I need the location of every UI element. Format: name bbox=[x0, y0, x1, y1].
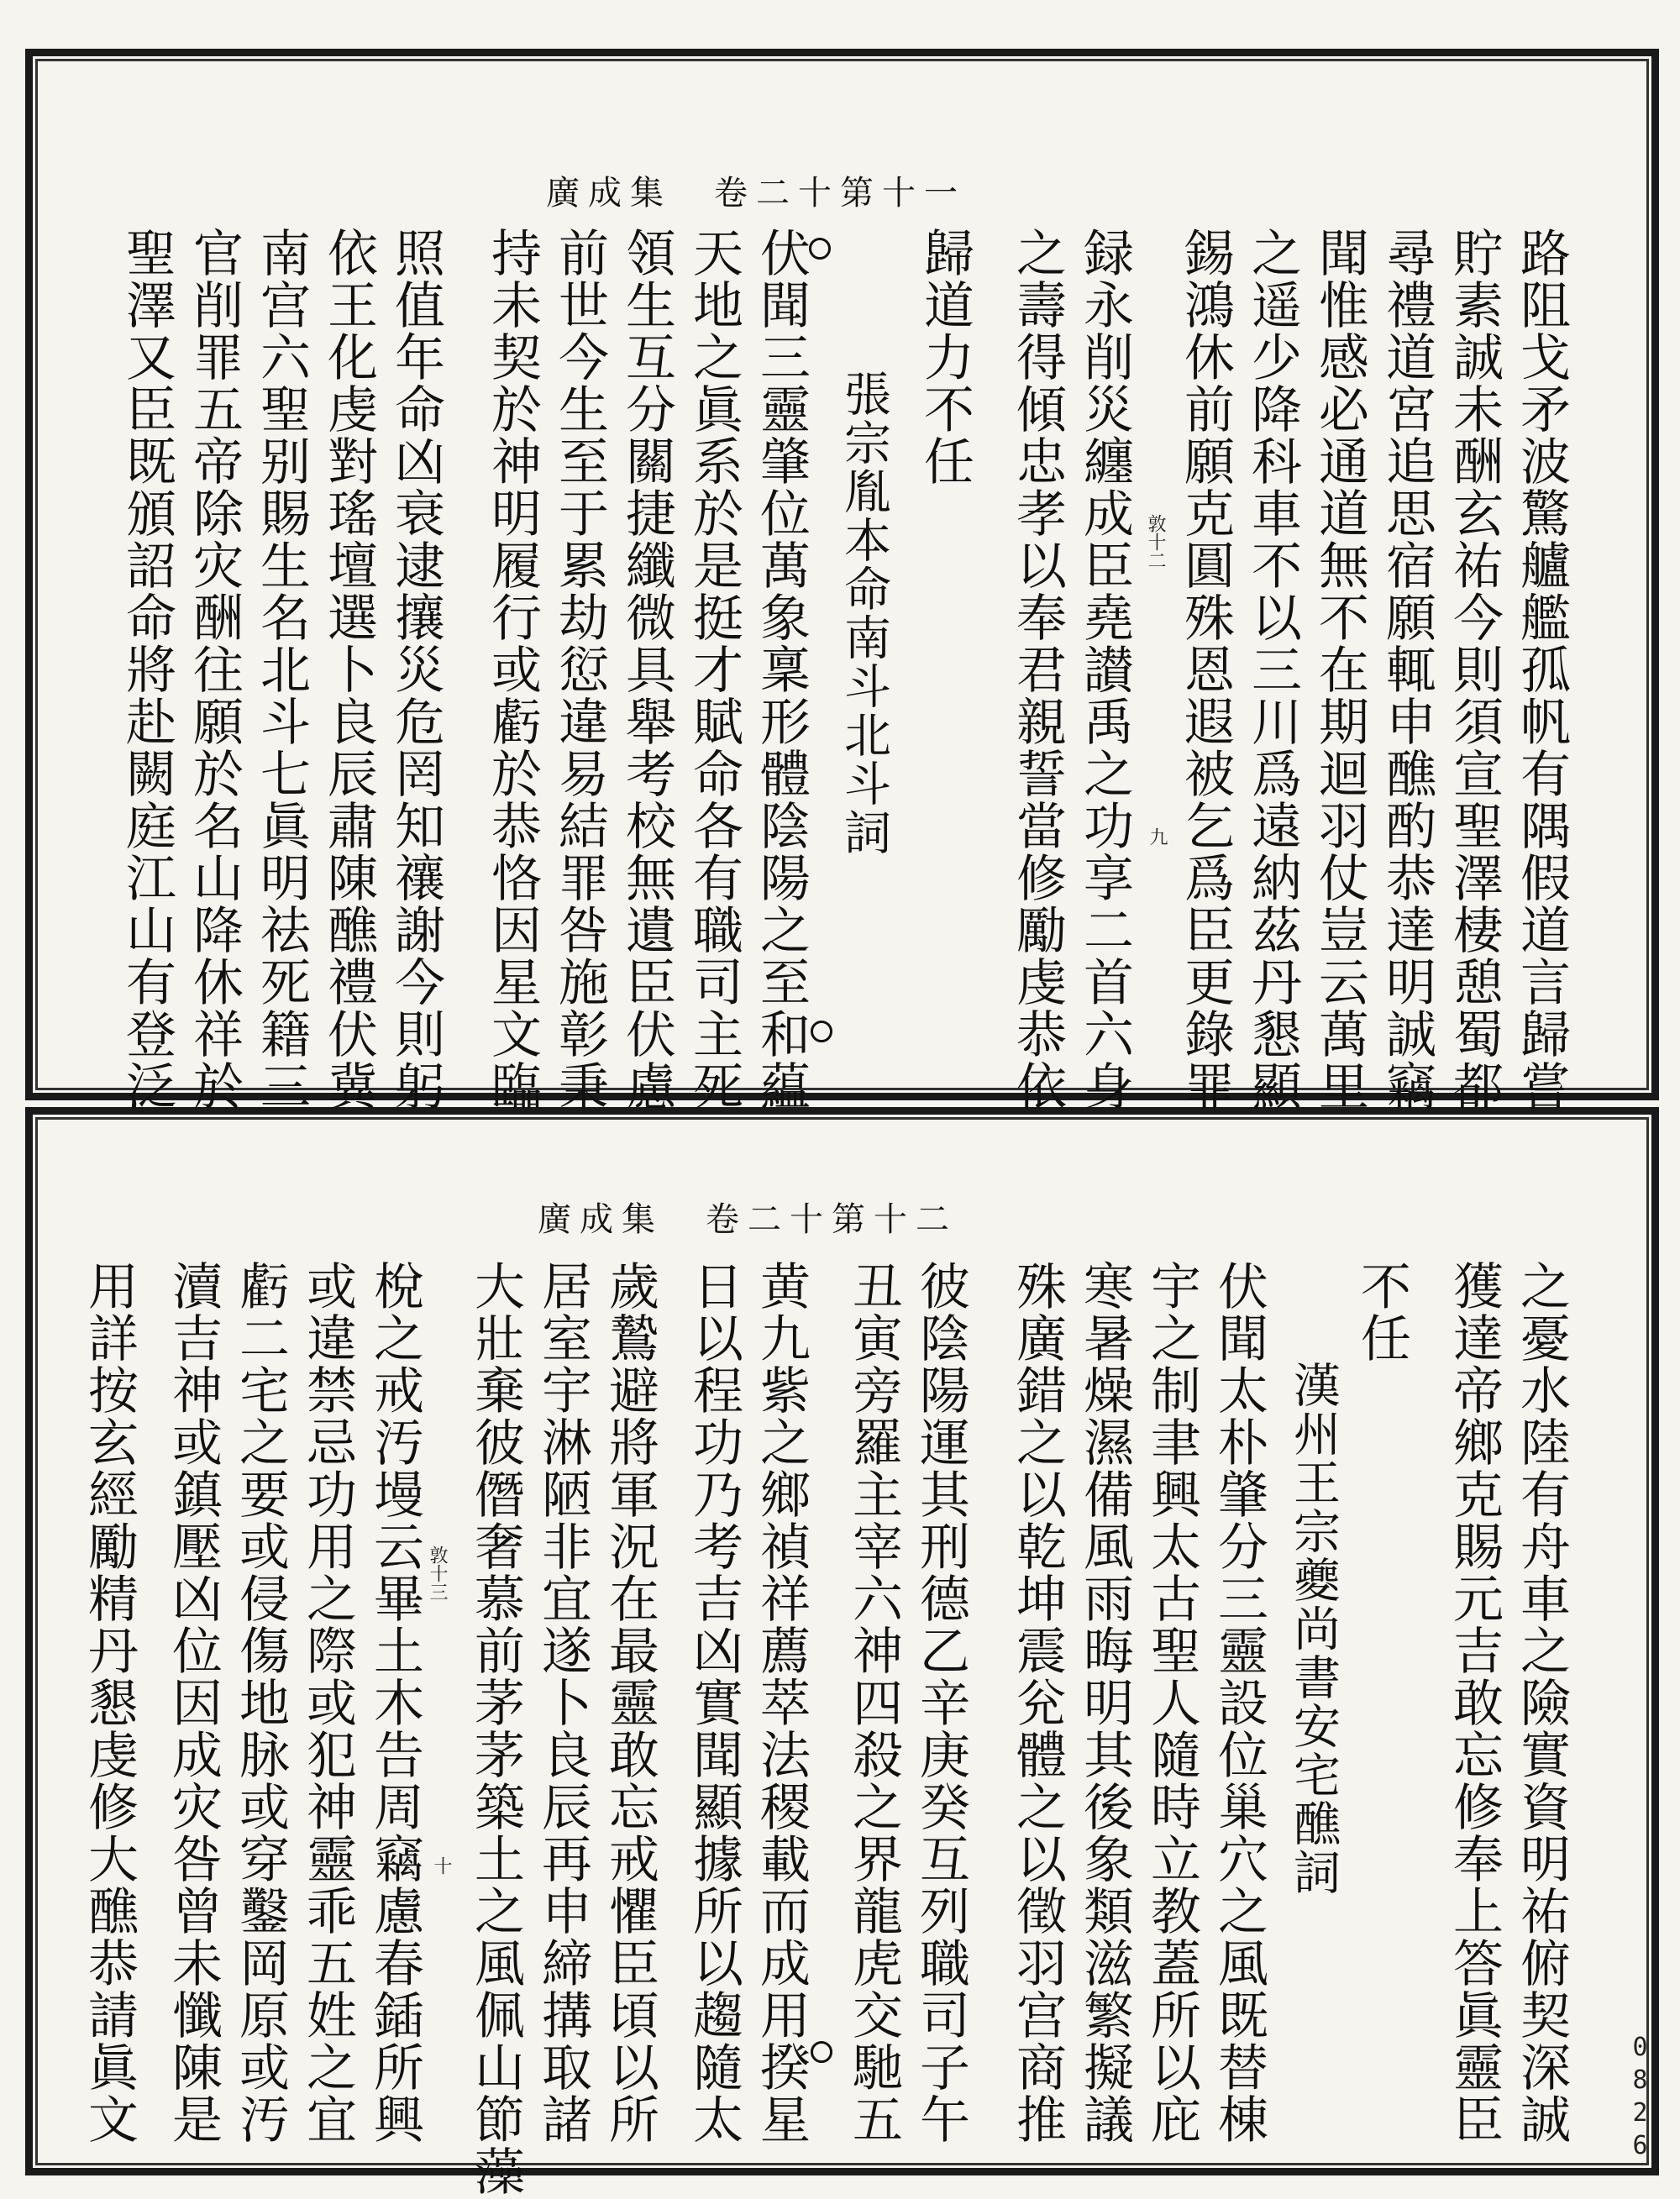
top-text-column: 南宫六聖别賜生名北斗七眞明祛死籍三 bbox=[252, 227, 311, 1112]
bottom-text-column: 伏聞太朴肇分三靈設位巢穴之風既替棟 bbox=[1210, 1260, 1268, 2145]
top-text-column: 貯素誠未酬玄祐今則須宣聖澤棲憩蜀都 bbox=[1445, 227, 1504, 1112]
bottom-text-column: 彼陰陽運其刑德乙辛庚癸互列職司子午 bbox=[911, 1260, 970, 2145]
bottom-paragraph-circle bbox=[811, 2041, 832, 2063]
bottom-text-column: 居室宇淋陋非宜遂卜良辰再申締搆取諸 bbox=[533, 1260, 592, 2145]
top-text-column: 照值年命凶衰逮攘災危罔知禳謝今則躬 bbox=[386, 227, 445, 1112]
top-text-column: 尋禮道宮追思宿願輒申醮酌恭達明誠竊 bbox=[1378, 227, 1436, 1112]
top-text-column: 聖澤又臣既頒詔命將赴闕庭江山有登泛 bbox=[118, 227, 176, 1112]
top-text-column: 錫鴻休前願克圓殊恩遐被乞爲臣更錄罪 bbox=[1176, 227, 1235, 1112]
bottom-text-column: 殊廣錯之以乾坤震兊體之以徵羽宫商推 bbox=[1008, 1260, 1067, 2145]
top-margin-mark: 九 bbox=[1147, 827, 1168, 846]
bottom-text-column: 宇之制聿興太古聖人隨時立教蓋所以庇 bbox=[1142, 1260, 1201, 2145]
top-paragraph-circle bbox=[809, 238, 831, 260]
bottom-margin-mark: 十 bbox=[431, 1856, 452, 1875]
bottom-margin-mark: 敦十三 bbox=[427, 1546, 448, 1601]
bottom-text-column: 寒暑燥濕備風雨晦明其後象類滋繁擬議 bbox=[1075, 1260, 1134, 2145]
bottom-text-column: 不任 bbox=[1352, 1260, 1411, 1364]
top-text-column: 聞惟感必通道無不在期迴羽仗豈云萬里 bbox=[1310, 227, 1369, 1112]
top-text-column: 歸道力不任 bbox=[916, 227, 974, 487]
top-text-column: 官削罪五帝除灾酬往願於名山降休祥於 bbox=[185, 227, 244, 1112]
bottom-text-column: 丑寅旁羅主宰六神四殺之界龍虎交馳五 bbox=[844, 1260, 903, 2145]
page-number: 0826 bbox=[1625, 2033, 1655, 2164]
bottom-text-column: 瀆吉神或鎮壓凶位因成灾咎曾未懺陳是 bbox=[164, 1260, 223, 2145]
top-margin-mark: 敦十二 bbox=[1145, 514, 1166, 569]
bottom-text-column: 虧二宅之要或侵傷地脉或穿鑿岡原或汚 bbox=[231, 1260, 290, 2145]
top-text-column: 路阻戈矛波驚艫艦孤帆有隅假道言歸嘗 bbox=[1512, 227, 1571, 1112]
top-text-column: 之遥少降科車不以三川爲遠納茲丹懇顯 bbox=[1243, 227, 1302, 1112]
bottom-running-header: 廣成集 卷二十第十二 bbox=[538, 1200, 958, 1239]
bottom-text-column: 大壯棄彼僭奢慕前茅茅築土之風佩山節藻 bbox=[466, 1260, 525, 2197]
top-text-column: 伏聞三靈肇位萬象稟形體陰陽之至和藴 bbox=[752, 227, 811, 1112]
bottom-text-column: 黄九紫之鄉禎祥薦萃法稷載而成用揆星 bbox=[752, 1260, 811, 2145]
top-text-column: 張宗胤本命南斗北斗詞 bbox=[837, 370, 891, 857]
bottom-text-column: 用詳按玄經勵精丹懇虔修大醮恭請眞文 bbox=[80, 1260, 139, 2145]
bottom-text-column: 梲之戒汚墁云畢土木告周竊慮春鍤所興 bbox=[365, 1260, 424, 2145]
top-paragraph-circle bbox=[811, 1021, 832, 1042]
bottom-text-column: 漢州王宗夔尚書安宅醮詞 bbox=[1286, 1361, 1341, 1897]
bottom-text-column: 或違禁忌功用之際或犯神靈乖五姓之宜 bbox=[298, 1260, 357, 2145]
top-text-column: 領生互分關捷纖微具舉考校無遺臣伏慮 bbox=[617, 227, 676, 1112]
bottom-text-column: 日以程功乃考吉凶實聞顯據所以趨隨太 bbox=[685, 1260, 743, 2145]
top-text-column: 之壽得傾忠孝以奉君親誓當修勵虔恭依 bbox=[1008, 227, 1067, 1112]
bottom-text-column: 之憂水陸有舟車之險實資明祐俯契深誠 bbox=[1512, 1260, 1571, 2145]
top-text-column: 持未契於神明履行或虧於恭恪因星文臨 bbox=[483, 227, 542, 1112]
top-text-column: 前世今生至于累劫愆違易結罪咎施彰秉 bbox=[550, 227, 609, 1112]
bottom-text-column: 獲達帝鄉克賜元吉敢忘修奉上答眞靈臣 bbox=[1445, 1260, 1504, 2145]
top-running-header: 廣成集 卷二十第十一 bbox=[546, 174, 966, 213]
bottom-text-column: 歲鷙避將軍況在最靈敢忘戒懼臣頃以所 bbox=[601, 1260, 659, 2145]
top-text-column: 依王化虔對瑤壇選卜良辰肅陳醮禮伏冀 bbox=[319, 227, 378, 1112]
top-text-column: 録永削災纏成臣堯讃禹之功享二首六身 bbox=[1075, 227, 1134, 1112]
top-text-column: 天地之眞系於是挺才賦命各有職司主死 bbox=[685, 227, 743, 1112]
